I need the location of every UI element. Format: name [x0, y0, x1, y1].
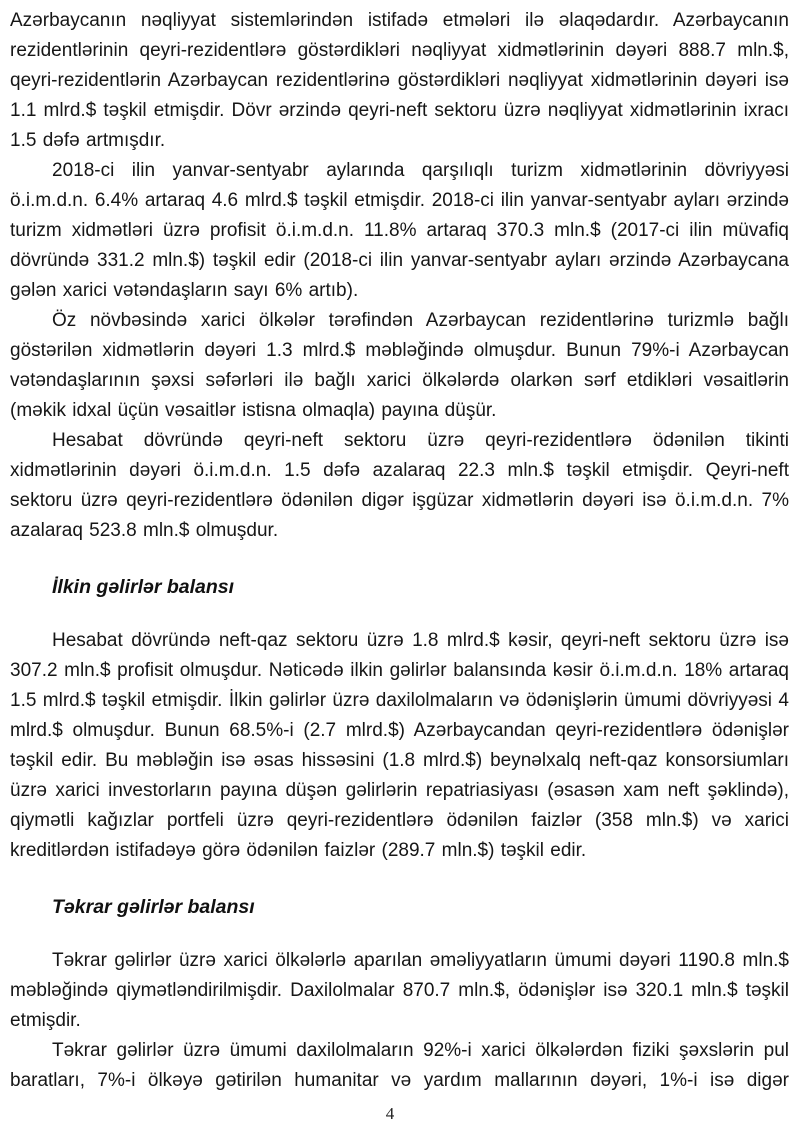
paragraph-secondary-income-breakdown: Təkrar gəlirlər üzrə ümumi daxilolmaların 92%-i xarici ölkələrdən fiziki şəxslərin pul baratları, 7%-i ölkəyə gətirilən humanitar və yardım mallarının dəyəri, 1%-i isə digər	[10, 1040, 789, 1091]
paragraph-transport-services: Azərbaycanın nəqliyyat sistemlərindən istifadə etmələri ilə əlaqədardır. Azərbaycanın rezidentlərinin qeyri-rezidentlərə göstərdikləri nəqliyyat xidmətlərinin dəyəri 888.7 mln.$, qeyri-rezidentlərin Azərbaycan rezidentlərinə göstərdikləri nəqliyyat xidmətlərinin dəyəri isə 1.1 mlrd.$ təşkil etmişdir. Dövr ərzində qeyri-neft sektoru üzrə nəqliyyat xidmətlərinin ixracı 1.5 dəfə artmışdır.	[10, 10, 789, 151]
paragraph-tourism-turnover: 2018-ci ilin yanvar-sentyabr aylarında qarşılıqlı turizm xidmətlərinin dövriyyəsi ö.i.m.d.n. 6.4% artaraq 4.6 mlrd.$ təşkil etmişdir. 2018-ci ilin yanvar-sentyabr ayları ərzində turizm xidmətləri üzrə profisit ö.i.m.d.n. 11.8% artaraq 370.3 mln.$ (2017-ci ilin müvafiq dövründə 331.2 mln.$) təşkil edir (2018-ci ilin yanvar-sentyabr ayları ərzində Azərbaycana gələn xarici vətəndaşların sayı 6% artıb).	[10, 160, 789, 301]
page-number: 4	[385, 1104, 395, 1123]
page-footer	[0, 1104, 780, 1124]
paragraph-construction-services: Hesabat dövründə qeyri-neft sektoru üzrə qeyri-rezidentlərə ödənilən tikinti xidmətlərinin dəyəri ö.i.m.d.n. 1.5 dəfə azalaraq 22.3 mln.$ təşkil etmişdir. Qeyri-neft sektoru üzrə qeyri-rezidentlərə ödənilən digər işgüzar xidmətlərin dəyəri isə ö.i.m.d.n. 7% azalaraq 523.8 mln.$ olmuşdur.	[10, 430, 789, 541]
paragraph-primary-income: Hesabat dövründə neft-qaz sektoru üzrə 1.8 mlrd.$ kəsir, qeyri-neft sektoru üzrə isə 307.2 mln.$ profisit olmuşdur. Nəticədə ilkin gəlirlər balansında kəsir ö.i.m.d.n. 18% artaraq 1.5 mlrd.$ təşkil etmişdir. İlkin gəlirlər üzrə daxilolmaların və ödənişlərin ümumi dövriyyəsi 4 mlrd.$ olmuşdur. Bunun 68.5%-i (2.7 mlrd.$) Azərbaycandan qeyri-rezidentlərə ödənişlər təşkil edir. Bu məbləğin isə əsas hissəsini (1.8 mlrd.$) beynəlxalq neft-qaz konsorsiumları üzrə xarici investorların payına düşən gəlirlərin repatriasiyası (əsasən xam neft şəklində), qiymətli kağızlar portfeli üzrə qeyri-rezidentlərə ödənilən faizlər (358 mln.$) və xarici kreditlərdən istifadəyə görə ödənilən faizlər (289.7 mln.$) təşkil edir.	[10, 630, 789, 861]
paragraph-secondary-income-total: Təkrar gəlirlər üzrə xarici ölkələrlə aparılan əməliyyatların ümumi dəyəri 1190.8 mln.$ məbləğində qiymətləndirilmişdir. Daxilolmalar 870.7 mln.$, ödənişlər isə 320.1 mln.$ təşkil etmişdir.	[10, 950, 789, 1031]
paragraph-tourism-residents: Öz növbəsində xarici ölkələr tərəfindən Azərbaycan rezidentlərinə turizmlə bağlı göstərilən xidmətlərin dəyəri 1.3 mlrd.$ məbləğində olmuşdur. Bunun 79%-i Azərbaycan vətəndaşlarının şəxsi səfərləri ilə bağlı xarici ölkələrdə olarkən sərf etdikləri vəsaitlərin (məkik idxal üçün vəsaitlər istisna olmaqla) payına düşür.	[10, 310, 789, 421]
heading-primary-income-balance: İlkin gəlirlər balansı	[52, 576, 235, 598]
heading-secondary-income-balance: Təkrar gəlirlər balansı	[52, 896, 255, 918]
